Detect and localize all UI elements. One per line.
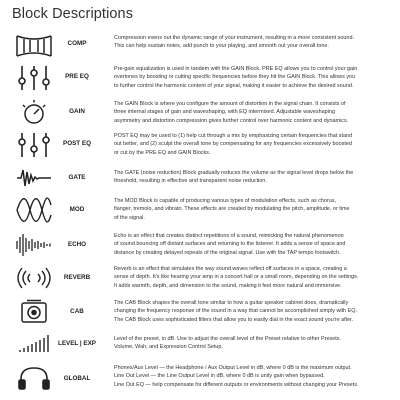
block-row-gate: [0, 166, 400, 192]
compressor-icon: [14, 33, 56, 59]
block-label-global: GLOBAL: [63, 375, 91, 382]
block-description-level-exp: Level of the preset, in dB. Use to adjust the overall level of the Preset relative to other Presets. Volume, Wah, and Expression Control Setup.: [114, 336, 341, 351]
block-label-pre-eq: PRE EQ: [65, 73, 89, 80]
block-description-global: Phones/Aux Level — the Headphone / Aux Output Level in dB, where 0 dB is the maximum output. Line Out Level — the Line Output Level in dB, where 0 dB is unity gain when bypassed. Line Out EQ — help compensate for different outputs or environments without changing your Presets.: [114, 365, 359, 388]
block-row-echo: [0, 229, 400, 261]
block-description-echo: Echo is an effect that creates distinct repetitions of a sound, mimicking the natural phenomenon of sound bouncing off distant surfaces and returning to the listener. It adds a sense of space and distance by creating delayed repeats of the original signal. Use with the TAP tempo footswitch.: [114, 233, 346, 256]
block-label-gate: GATE: [68, 174, 86, 181]
block-description-cab: The CAB Block shapes the overall tone similar to how a guitar speaker cabinet does, dramatically changing the frequency response of the sound in a way that cannot be accomplished simply with EQ. The CAB Block uses sophisticated filters that allow you to easily dial in the exact sound you're after.: [114, 300, 358, 323]
gain-knob-icon: [14, 99, 56, 127]
block-row-cab: [0, 296, 400, 328]
block-row-pre-eq: [0, 62, 400, 94]
block-row-reverb: [0, 262, 400, 294]
speaker-cabinet-icon: [14, 299, 56, 325]
block-label-post-eq: POST EQ: [63, 140, 91, 147]
block-label-comp: COMP: [67, 40, 87, 47]
block-row-gain: [0, 97, 400, 129]
block-row-level-exp: [0, 332, 400, 358]
block-label-reverb: REVERB: [63, 274, 91, 281]
block-row-post-eq: [0, 129, 400, 161]
block-description-gain: The GAIN Block is where you configure the amount of distortion in the signal chain. It consists of three internal stages of gain and waveshaping, with EQ intermixed. Adjustable waveshaping asymmetry and distortion compression gives further control over harmonic content and dynamics.: [114, 101, 349, 124]
block-description-comp: Compression evens out the dynamic range of your instrument, resulting in a more consistent sound. This can help sustain notes, add punch to your playing, and smooth out your overall tone.: [114, 35, 354, 50]
echo-waveform-icon: [14, 233, 56, 257]
eq-sliders-icon: [14, 131, 56, 159]
gate-waveform-icon: [14, 166, 56, 190]
block-row-global: [0, 361, 400, 397]
block-row-comp: [0, 30, 400, 60]
block-description-mod: The MOD Block is capable of producing various types of modulation effects, such as chorus, flanger, tremolo, and vibrato. These effects are created by modulating the pitch, amplitude, or time of the signal.: [114, 198, 350, 221]
block-description-gate: The GATE (noise reduction) Block gradually reduces the volume as the signal level drops below the threshold, resulting in effective and transparent noise reduction.: [114, 170, 354, 185]
level-ramp-icon: [14, 332, 56, 356]
modulation-wave-icon: [14, 197, 56, 223]
headphones-icon: [14, 366, 56, 392]
page-title: Block Descriptions: [12, 6, 134, 22]
block-label-echo: ECHO: [67, 241, 87, 248]
block-label-cab: CAB: [70, 308, 84, 315]
block-label-gain: GAIN: [69, 108, 85, 115]
block-description-pre-eq: Pre-gain equalization is used in tandem with the GAIN Block. PRE EQ allows you to control your gain overtones by boosting or cutting specific frequencies before they hit the GAIN Block. This allows you to further control the harmonic content of your signal, making it easier to achieve the desired sound.: [114, 66, 358, 89]
reverb-arcs-icon: [14, 264, 56, 292]
block-label-mod: MOD: [69, 206, 85, 213]
block-label-level-exp: LEVEL | EXP: [57, 340, 97, 347]
block-description-reverb: Reverb is an effect that simulates the way sound waves reflect off surfaces in a space, creating a sense of depth. It's like hearing your amp in a concert hall or a small room, depending on the settings. It adds warmth, depth, and dimension to the sound, making it feel more natural and immersive.: [114, 266, 359, 289]
eq-sliders-icon: [14, 64, 56, 92]
block-row-mod: [0, 194, 400, 226]
block-description-post-eq: POST EQ may be used to (1) help cut through a mix by emphasizing certain frequencies that stand out better, and (2) sculpt the overall tone by compensating for any frequencies excessively boosted or cut by the PRE EQ and GAIN Blocks.: [114, 133, 353, 156]
